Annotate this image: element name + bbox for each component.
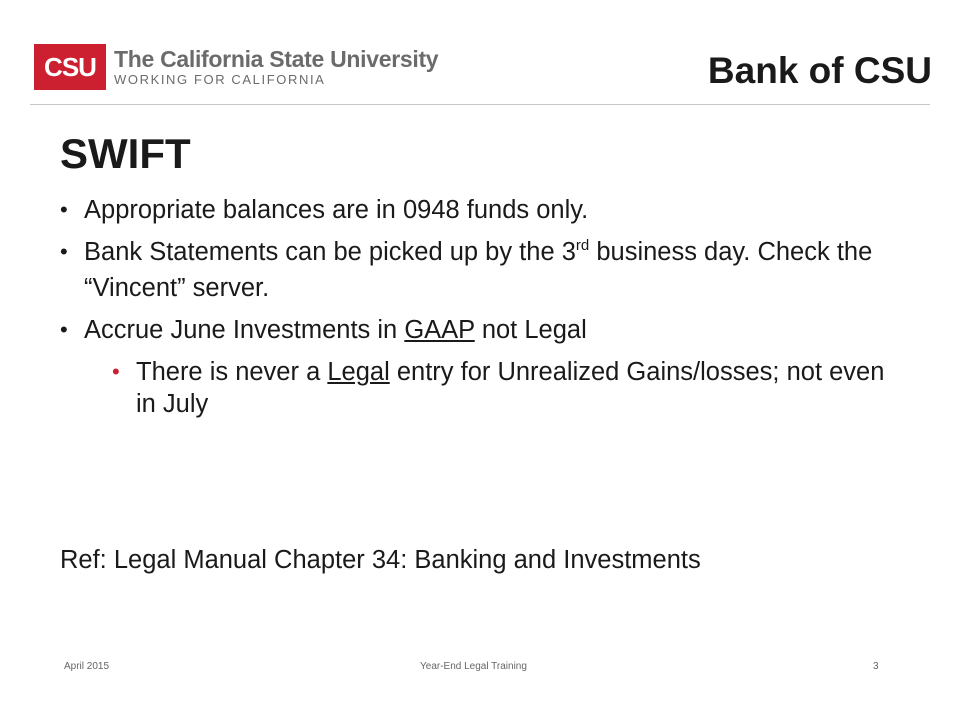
bullet-text: Accrue June Investments in — [84, 316, 405, 344]
sub-bullet-item — [112, 356, 890, 420]
ordinal-suffix: rd — [575, 237, 590, 254]
bullet-text: not Legal — [474, 316, 587, 344]
page-number: 3 — [873, 661, 879, 672]
bullet-text: business day. Check the “Vincent” server. — [84, 238, 873, 302]
footer-title: Year-End Legal Training — [420, 661, 527, 672]
reference-note: Ref: Legal Manual Chapter 34: Banking and Investments — [60, 546, 701, 574]
csu-logo-mark: CSU — [34, 44, 106, 90]
header-divider — [30, 104, 930, 105]
bullet-text: Appropriate balances are in 0948 funds only. — [84, 196, 589, 224]
header-title: Bank of CSU — [707, 50, 932, 91]
bullet-item — [60, 314, 890, 346]
csu-logo-title: The California State University — [114, 45, 439, 72]
sub-bullet-text: entry for Unrealized Gains/losses; not even in July — [136, 358, 885, 418]
bullet-item — [60, 194, 890, 226]
bullet-list — [60, 194, 890, 430]
underlined-term: GAAP — [404, 316, 475, 344]
bullet-item — [60, 236, 890, 304]
csu-logo-text — [114, 47, 438, 88]
bullet-text: Bank Statements can be picked up by the 3 — [84, 238, 576, 266]
csu-logo — [34, 44, 438, 90]
csu-logo-tagline: WORKING FOR CALIFORNIA — [114, 71, 326, 87]
slide-heading: SWIFT — [60, 130, 191, 177]
sub-bullet-text: There is never a — [136, 358, 328, 386]
footer-date: April 2015 — [64, 661, 110, 672]
underlined-term: Legal — [327, 358, 390, 386]
